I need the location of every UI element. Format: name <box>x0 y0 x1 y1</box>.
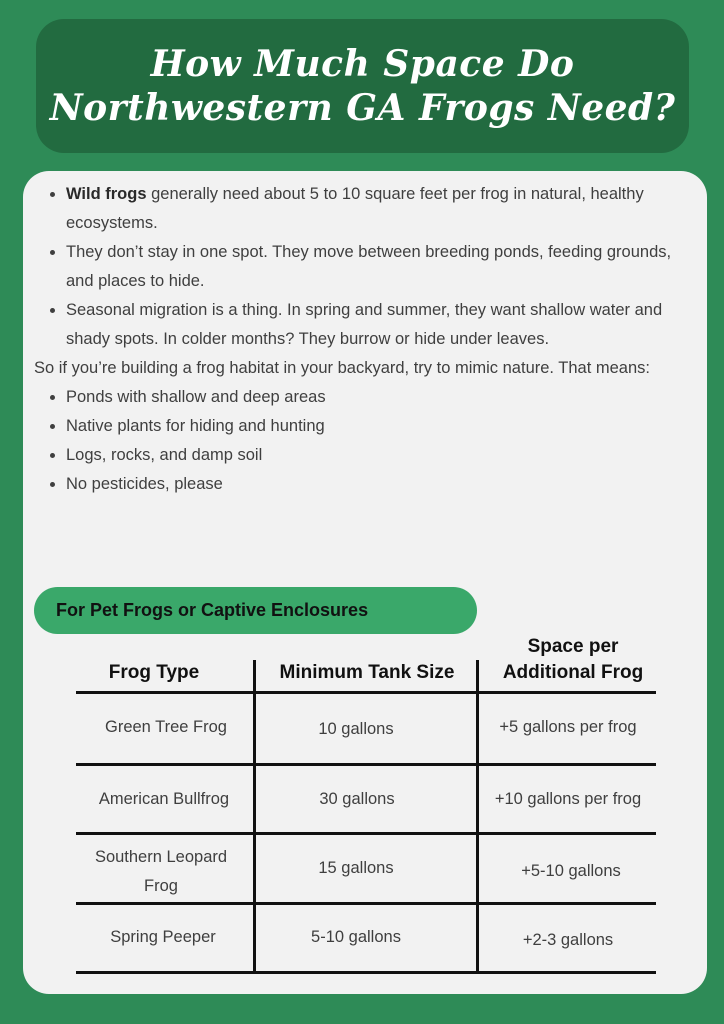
cell-min-tank: 10 gallons <box>318 720 394 738</box>
column-header-additional-space: Space per Additional Frog <box>502 636 644 683</box>
list-item: • Logs, rocks, and damp soil <box>66 441 674 470</box>
list-item: • Native plants for hiding and hunting <box>66 412 674 441</box>
wild-frogs-list <box>34 180 674 354</box>
list-item: • Seasonal migration is a thing. In spring and summer, they want shallow water and shady spots. In colder months? They burrow or hide under leaves. <box>66 296 674 354</box>
list-item <box>66 180 674 238</box>
list-item: • Ponds with shallow and deep areas <box>66 383 674 412</box>
cell-frog-type: Southern Leopard Frog <box>94 848 228 895</box>
cell-frog-type: Green Tree Frog <box>105 718 227 736</box>
page-title-line-1: How Much Space Do <box>150 43 575 85</box>
cell-additional-space: +5-10 gallons <box>521 862 621 880</box>
table-row-divider <box>76 763 656 766</box>
cell-additional-space: +5 gallons per frog <box>499 718 637 736</box>
habitat-intro: So if you’re building a frog habitat in your backyard, try to mimic nature. That means: <box>34 359 650 377</box>
table-column-divider <box>476 660 479 974</box>
bold-lead: Wild frogs <box>66 185 147 203</box>
wild-frogs-section <box>34 180 674 499</box>
cell-frog-type: Spring Peeper <box>110 928 216 946</box>
cell-min-tank: 30 gallons <box>319 790 395 808</box>
title-banner <box>36 19 689 153</box>
list-item: • They don’t stay in one spot. They move between breeding ponds, feeding grounds, and places to hide. <box>66 238 674 296</box>
column-header-frog-type: Frog Type <box>108 662 200 683</box>
table-row-divider <box>76 832 656 835</box>
table-header-rule <box>76 691 656 694</box>
list-item: • No pesticides, please <box>66 470 674 499</box>
cell-frog-type: American Bullfrog <box>98 790 230 808</box>
page-title-line-2: Northwestern GA Frogs Need? <box>49 87 676 129</box>
cell-min-tank: 5-10 gallons <box>311 928 401 946</box>
list-item-text: generally need about 5 to 10 square feet per frog in natural, healthy ecosystems. <box>66 185 644 232</box>
cell-additional-space: +10 gallons per frog <box>494 790 642 808</box>
table-row-divider <box>76 902 656 905</box>
habitat-tips-list <box>34 383 674 499</box>
cell-additional-space: +2-3 gallons <box>522 931 614 949</box>
cell-min-tank: 15 gallons <box>318 859 394 877</box>
column-header-min-tank: Minimum Tank Size <box>279 662 455 683</box>
section-label-pill: For Pet Frogs or Captive Enclosures <box>34 587 477 634</box>
table-bottom-rule <box>76 971 656 974</box>
